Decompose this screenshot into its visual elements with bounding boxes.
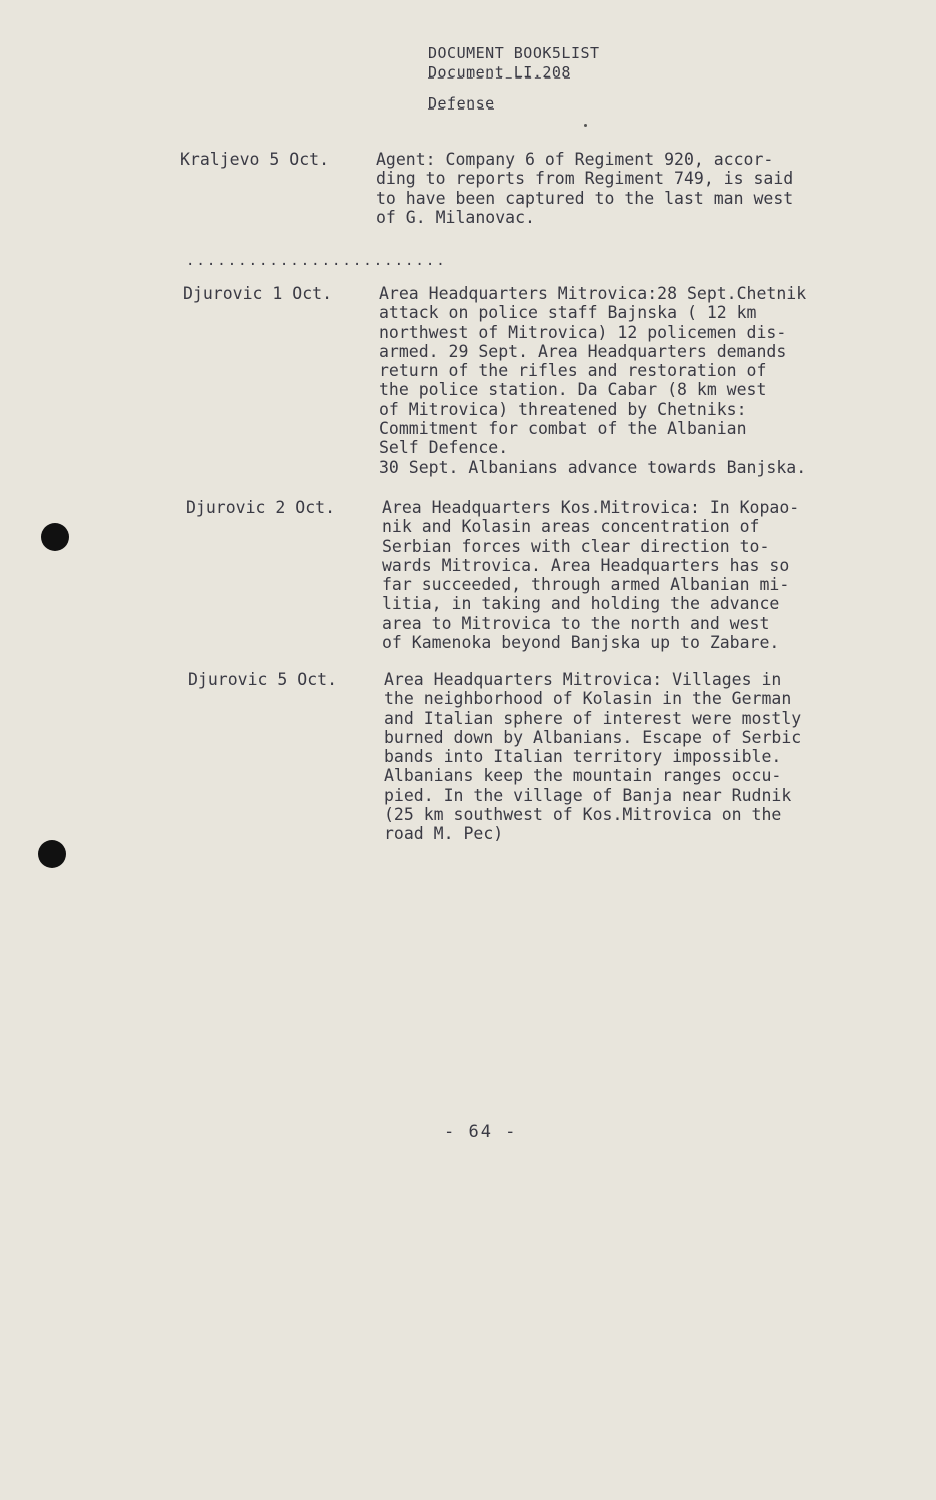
document-title: DOCUMENT BOOK5LIST — [428, 44, 600, 62]
stray-mark — [584, 124, 587, 127]
entry-place-date: Djurovic 5 Oct. — [188, 670, 338, 689]
entry-place-date: Djurovic 2 Oct. — [186, 498, 336, 517]
punch-hole — [38, 840, 66, 868]
punch-hole — [41, 523, 69, 551]
page-number: - 64 - — [444, 1122, 518, 1142]
section-heading: Defense — [428, 94, 495, 112]
entry-text: Agent: Company 6 of Regiment 920, accor- ding to reports from Regiment 749, is said to have been captured to the last man west of G. Milanovac. — [376, 150, 794, 227]
document-reference: Document LI.208 — [428, 63, 571, 81]
entry-place-date: Djurovic 1 Oct. — [183, 284, 333, 303]
entry-text: Area Headquarters Mitrovica:28 Sept.Chetnik attack on police staff Bajnska ( 12 km northwest of Mitrovica) 12 policemen dis- armed. 29 Sept. Area Headquarters demands return of the rifles and restoration of the police station. Da Cabar (8 km west of Mitrovica) threatened by Chetniks: Commitment for combat of the Albanian Self Defence. 30 Sept. Albanians advance towards Banjska. — [379, 284, 807, 477]
entry-text: Area Headquarters Mitrovica: Villages in the neighborhood of Kolasin in the German and Italian sphere of interest were mostly burned down by Albanians. Escape of Serbic bands into Italian territory impossible. Albanians keep the mountain ranges occu- pied. In the village of Banja near Rudnik (25 km southwest of Kos.Mitrovica on the road M. Pec) — [384, 670, 802, 844]
dotted-separator: ......................... — [186, 253, 447, 269]
entry-place-date: Kraljevo 5 Oct. — [180, 150, 330, 169]
entry-text: Area Headquarters Kos.Mitrovica: In Kopao- nik and Kolasin areas concentration of Serbian forces with clear direction to- wards Mitrovica. Area Headquarters has so far succeeded, through armed Albanian mi- litia, in taking and holding the advance area to Mitrovica to the north and west of Kamenoka beyond Banjska up to Zabare. — [382, 498, 800, 653]
